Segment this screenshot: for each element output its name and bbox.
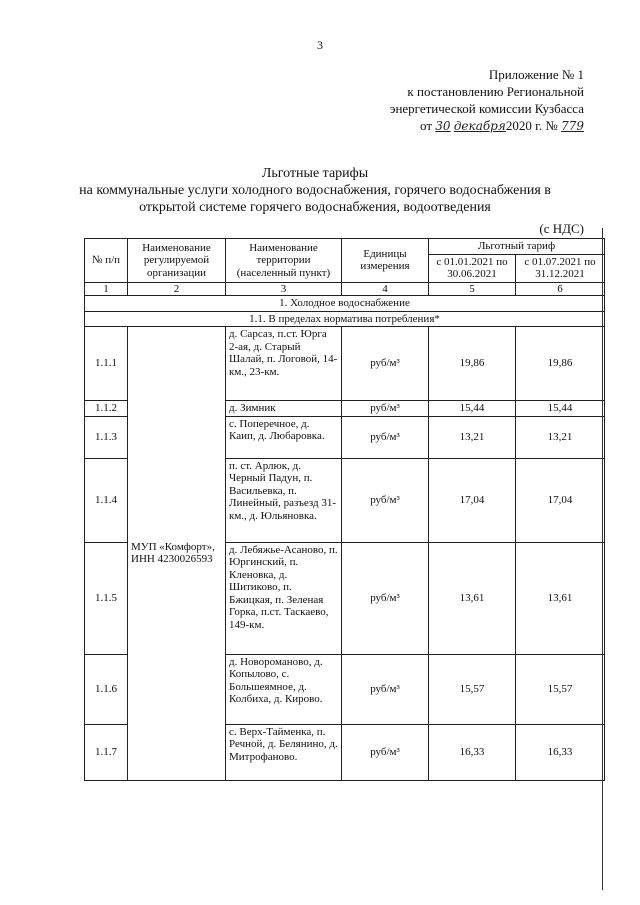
column-number: 2	[128, 282, 226, 296]
subsection-row	[85, 311, 605, 327]
row-territory: д. Новороманово, д. Копылово, с. Большеямное, д. Колбиха, д. Кирово.	[226, 654, 342, 724]
header-tariff-group: Льготный тариф	[429, 239, 605, 255]
header-units: Единицы измерения	[342, 239, 429, 283]
column-numbers-row	[85, 282, 605, 296]
row-tariff-period-2: 19,86	[516, 327, 605, 401]
row-unit: руб/м³	[342, 724, 429, 780]
row-num: 1.1.5	[85, 542, 128, 654]
row-tariff-period-1: 19,86	[429, 327, 516, 401]
row-territory: д. Зимник	[226, 401, 342, 417]
appendix-handwritten-number: 779	[561, 119, 584, 133]
row-tariff-period-1: 15,44	[429, 401, 516, 417]
row-num: 1.1.1	[85, 327, 128, 401]
row-tariff-period-1: 17,04	[429, 458, 516, 542]
appendix-line-2: к постановлению Региональной	[407, 84, 584, 99]
row-territory: д. Сарсаз, п.ст. Юрга 2-ая, д. Старый Шалай, п. Логовой, 14-км., 23-км.	[226, 327, 342, 401]
appendix-title: Приложение № 1	[488, 67, 584, 82]
row-tariff-period-1: 15,57	[429, 654, 516, 724]
row-num: 1.1.6	[85, 654, 128, 724]
column-number: 5	[429, 282, 516, 296]
row-num: 1.1.4	[85, 458, 128, 542]
appendix-line-3: энергетической комиссии Кузбасса	[389, 101, 584, 116]
subsection-heading: 1.1. В пределах норматива потребления*	[85, 311, 605, 327]
appendix-handwritten-day: 30	[435, 119, 451, 133]
row-unit: руб/м³	[342, 416, 429, 458]
appendix-year: 2020 г. №	[505, 118, 558, 133]
row-tariff-period-2: 13,61	[516, 542, 605, 654]
row-tariff-period-1: 13,21	[429, 416, 516, 458]
appendix-date-prefix: от	[420, 118, 433, 133]
table-header-row	[85, 239, 605, 255]
page-number: 3	[317, 38, 323, 52]
row-num: 1.1.3	[85, 416, 128, 458]
organization-cell	[128, 327, 226, 781]
organization-name: МУП «Комфорт», ИНН 4230026593	[131, 540, 215, 566]
column-number: 1	[85, 282, 128, 296]
row-territory: с. Поперечное, д. Каип, д. Любаровка.	[226, 416, 342, 458]
row-unit: руб/м³	[342, 327, 429, 401]
row-unit: руб/м³	[342, 401, 429, 417]
appendix-line-4	[420, 117, 584, 135]
header-territory: Наименование территории (населенный пункт)	[226, 239, 342, 283]
appendix-handwritten-month: декабря	[453, 119, 506, 133]
column-number: 4	[342, 282, 429, 296]
table-row	[85, 327, 605, 401]
row-tariff-period-2: 16,33	[516, 724, 605, 780]
row-territory: с. Верх-Тайменка, п. Речной, д. Белянино, д. Митрофаново.	[226, 724, 342, 780]
row-tariff-period-2: 13,21	[516, 416, 605, 458]
section-row	[85, 296, 605, 312]
row-tariff-period-1: 16,33	[429, 724, 516, 780]
row-unit: руб/м³	[342, 458, 429, 542]
row-tariff-period-2: 17,04	[516, 458, 605, 542]
document-title: Льготные тарифы	[261, 166, 369, 181]
row-tariff-period-1: 13,61	[429, 542, 516, 654]
row-territory: д. Лебяжье-Асаново, п. Юргинский, п. Кленовка, д. Шитиково, п. Бжицкая, п. Зеленая Горка, п.ст. Таскаево, 149-км.	[226, 542, 342, 654]
tariff-table	[84, 238, 605, 781]
header-period-2: с 01.07.2021 по 31.12.2021	[516, 254, 605, 282]
column-number: 3	[226, 282, 342, 296]
row-tariff-period-2: 15,57	[516, 654, 605, 724]
vat-note: (с НДС)	[539, 221, 584, 236]
document-title-line-3: открытой системе горячего водоснабжения, водоотведения	[139, 200, 491, 215]
column-number: 6	[516, 282, 605, 296]
row-territory: п. ст. Арлюк, д. Черный Падун, п. Васильевка, п. Линейный, разъезд 31-км., д. Юльяновка.	[226, 458, 342, 542]
section-heading: 1. Холодное водоснабжение	[85, 296, 605, 312]
page-edge-line	[602, 228, 603, 890]
header-num: № п/п	[85, 239, 128, 283]
row-tariff-period-2: 15,44	[516, 401, 605, 417]
document-title-line-2: на коммунальные услуги холодного водоснабжения, горячего водоснабжения в	[79, 183, 551, 198]
header-organization: Наименование регулируемой организации	[128, 239, 226, 283]
header-period-1: с 01.01.2021 по 30.06.2021	[429, 254, 516, 282]
row-unit: руб/м³	[342, 542, 429, 654]
row-unit: руб/м³	[342, 654, 429, 724]
row-num: 1.1.7	[85, 724, 128, 780]
row-num: 1.1.2	[85, 401, 128, 417]
